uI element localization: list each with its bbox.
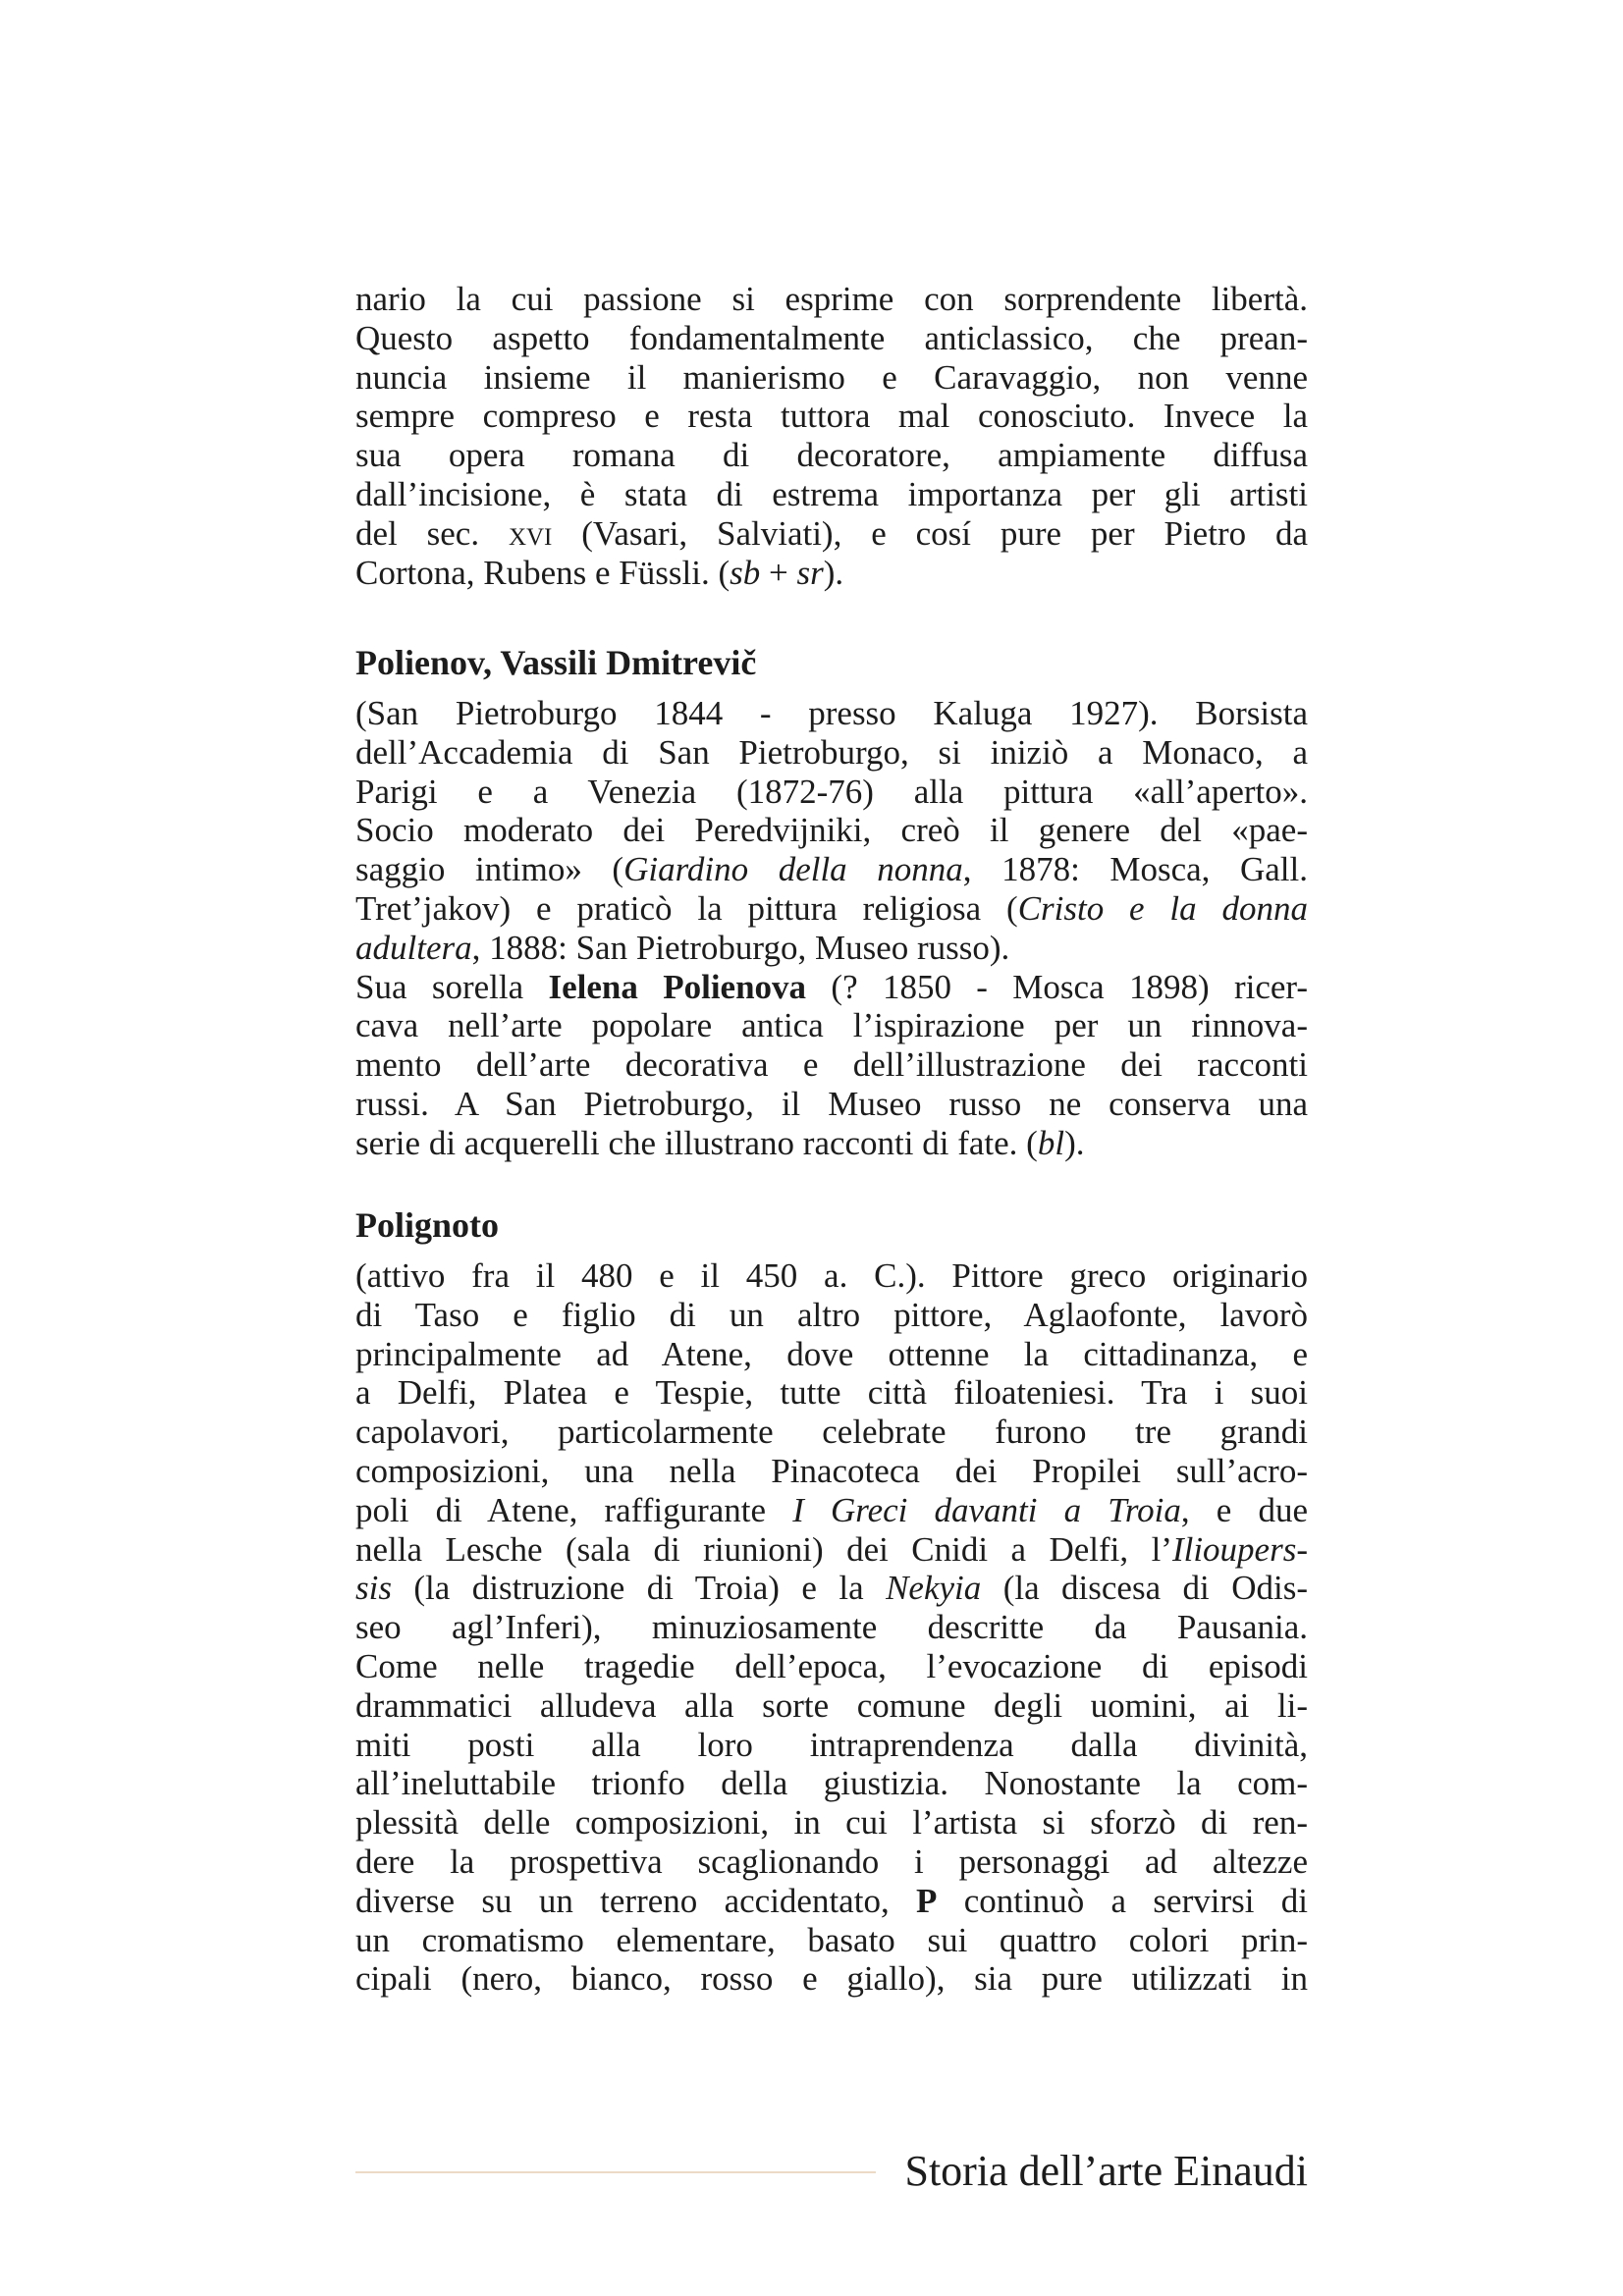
entry-body (355, 694, 1308, 1163)
text-line (355, 773, 1308, 812)
text-run: capolavori, particolarmente celebrate furono tre grandi (355, 1413, 1308, 1452)
text-run: sr (796, 553, 824, 592)
text-run: Giardino della nonna (623, 850, 963, 889)
text-line (355, 514, 1308, 554)
text-run: xvi (508, 513, 553, 553)
text-run: mento dell’arte decorativa e dell’illustrazione dei racconti (355, 1045, 1308, 1085)
text-line (355, 1335, 1308, 1374)
text-run: P (916, 1881, 938, 1920)
text-line (355, 1491, 1308, 1530)
text-run: sua opera romana di decoratore, ampiamente diffusa (355, 436, 1308, 475)
text-run: (la distruzione di Troia) e la (391, 1569, 887, 1608)
paragraph (355, 968, 1308, 1163)
text-run: , e due (1180, 1490, 1309, 1529)
text-line (355, 1686, 1308, 1726)
text-run: principalmente ad Atene, dove ottenne la cittadinanza, e (355, 1334, 1308, 1373)
text-run: , 1888: San Pietroburgo, Museo russo). (471, 928, 1010, 967)
text-line (355, 1256, 1308, 1296)
text-run: Parigi e a Venezia (1872-76) alla pittura «all’aperto». (355, 772, 1308, 811)
paragraph (355, 1256, 1308, 1999)
text-line (355, 1413, 1308, 1452)
text-line (355, 968, 1308, 1007)
text-run: un cromatismo elementare, basato sui quattro colori prin- (355, 1920, 1308, 1959)
text-run: Come nelle tragedie dell’epoca, l’evocazione di episodi (355, 1646, 1308, 1685)
text-line (355, 1085, 1308, 1124)
entry-polignoto (355, 1205, 1308, 1999)
entry-heading: Polienov, Vassili Dmitrevič (355, 643, 757, 682)
text-run: dere la prospettiva scaglionando i personaggi ad altezze (355, 1842, 1308, 1881)
text-run: Nekyia (886, 1569, 982, 1608)
text-line (355, 889, 1308, 929)
text-run: I Greci davanti a Troia (792, 1490, 1181, 1529)
text-run: nario la cui passione si esprime con sorprendente libertà. (355, 280, 1308, 318)
text-line (355, 929, 1308, 968)
text-run: ). (823, 553, 844, 592)
text-run: Sua sorella (355, 967, 549, 1006)
text-line (355, 1373, 1308, 1413)
text-run: ). (1064, 1123, 1085, 1162)
text-line (355, 694, 1308, 733)
footer-rule (355, 2171, 876, 2173)
text-line (355, 1764, 1308, 1803)
text-line (355, 319, 1308, 358)
text-line (355, 733, 1308, 773)
text-run: poli di Atene, raffigurante (355, 1490, 793, 1529)
text-line (355, 1803, 1308, 1842)
text-run: , 1878: Mosca, Gall. (962, 850, 1309, 889)
text-run: Tret’jakov) e praticò la pittura religiosa ( (355, 888, 1018, 928)
text-run: Socio moderato dei Peredvijniki, creò il genere del «pae- (355, 811, 1308, 850)
entry-continuation (355, 280, 1308, 592)
text-line (355, 554, 1308, 593)
text-run: (la discesa di Odis- (981, 1569, 1308, 1608)
entry-body (355, 1256, 1308, 1999)
text-run: composizioni, una nella Pinacoteca dei Propilei sull’acro- (355, 1451, 1308, 1490)
text-run: cava nell’arte popolare antica l’ispirazione per un rinnova- (355, 1006, 1308, 1045)
text-line (355, 358, 1308, 398)
text-run: nella Lesche (sala di riunioni) dei Cnidi a Delfi, l’ (355, 1529, 1172, 1569)
text-line (355, 1608, 1308, 1647)
text-run: continuò a servirsi di (937, 1881, 1309, 1920)
text-run: dell’Accademia di San Pietroburgo, si iniziò a Monaco, a (355, 732, 1308, 772)
text-run: bl (1037, 1123, 1065, 1162)
text-run: (attivo fra il 480 e il 450 a. C.). Pittore greco originario (355, 1256, 1308, 1295)
text-run: drammatici alludeva alla sorte comune degli uomini, ai li- (355, 1685, 1308, 1725)
text-line (355, 1726, 1308, 1765)
text-run: sempre compreso e resta tuttora mal conosciuto. Invece la (355, 397, 1308, 436)
text-line (355, 1452, 1308, 1491)
text-run: a Delfi, Platea e Tespie, tutte città filoateniesi. Tra i suoi (355, 1373, 1308, 1413)
text-line (355, 1569, 1308, 1608)
text-line (355, 811, 1308, 850)
entry-body (355, 280, 1308, 592)
text-line (355, 1530, 1308, 1570)
text-line (355, 1045, 1308, 1085)
text-line (355, 1921, 1308, 1960)
text-run: dall’incisione, è stata di estrema importanza per gli artisti (355, 474, 1308, 513)
text-run: diverse su un terreno accidentato, (355, 1881, 917, 1920)
text-run: Cortona, Rubens e Füssli. ( (355, 553, 730, 592)
text-line (355, 1296, 1308, 1335)
text-run: cipali (nero, bianco, rosso e giallo), sia pure utilizzati in (355, 1959, 1308, 1999)
text-line (355, 1006, 1308, 1045)
text-run: nuncia insieme il manierismo e Caravaggio, non venne (355, 357, 1308, 397)
text-run: + (760, 553, 797, 592)
text-line (355, 436, 1308, 475)
text-line (355, 850, 1308, 889)
text-line (355, 1647, 1308, 1686)
text-line (355, 397, 1308, 436)
text-run: Questo aspetto fondamentalmente anticlassico, che prean- (355, 318, 1308, 357)
text-run: Ielena Polienova (548, 967, 807, 1006)
text-run: (? 1850 - Mosca 1898) ricer- (806, 967, 1309, 1006)
text-run: sb (730, 553, 761, 592)
text-line (355, 1124, 1308, 1163)
paragraph (355, 694, 1308, 968)
text-line (355, 475, 1308, 514)
text-run: del sec. (355, 513, 509, 553)
entry-heading: Polignoto (355, 1205, 500, 1245)
text-run: di Taso e figlio di un altro pittore, Aglaofonte, lavorò (355, 1295, 1308, 1334)
text-run: plessità delle composizioni, in cui l’artista si sforzò di ren- (355, 1803, 1308, 1842)
text-run: adultera (355, 928, 472, 967)
text-run: miti posti alla loro intraprendenza dalla divinità, (355, 1725, 1308, 1764)
footer-title: Storia dell’arte Einaudi (904, 2147, 1308, 2195)
text-run: saggio intimo» ( (355, 850, 624, 889)
text-run: all’ineluttabile trionfo della giustizia. Nonostante la com- (355, 1764, 1308, 1803)
text-run: seo agl’Inferi), minuziosamente descritte da Pausania. (355, 1608, 1308, 1647)
text-run: russi. A San Pietroburgo, il Museo russo ne conserva una (355, 1084, 1308, 1123)
text-run: (San Pietroburgo 1844 - presso Kaluga 1927). Borsista (355, 694, 1308, 732)
text-line (355, 1882, 1308, 1921)
text-line (355, 1842, 1308, 1882)
text-line (355, 280, 1308, 319)
text-run: (Vasari, Salviati), e cosí pure per Pietro da (552, 513, 1309, 553)
text-line (355, 1959, 1308, 1999)
entry-polienov (355, 643, 1308, 1163)
text-run: serie di acquerelli che illustrano racconti di fate. ( (355, 1123, 1038, 1162)
text-run: sis (355, 1569, 392, 1608)
text-run: Ilioupers- (1171, 1529, 1308, 1569)
text-run: Cristo e la donna (1017, 888, 1309, 928)
paragraph (355, 280, 1308, 592)
